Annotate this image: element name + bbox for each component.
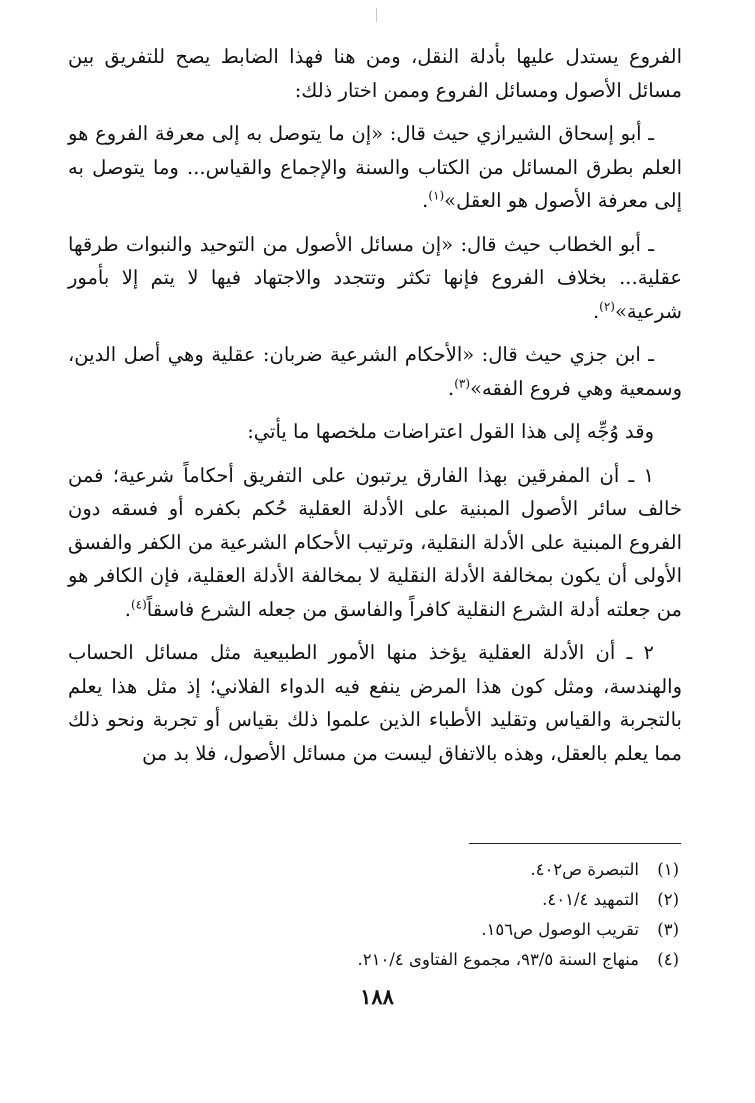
footnote-text: التبصرة ص٤٠٢. [530, 860, 639, 879]
objection-2: ٢ ـ أن الأدلة العقلية يؤخذ منها الأمور الطبيعية مثل مسائل الحساب والهندسة، ومثل كون هذا المرض ينفع فيه الدواء الفلاني؛ إذ مثل هذا يعلم بالتجربة والقياس وتقليد الأطباء الذين علموا ذلك بقياس أو تجربة ونحو ذلك مما يعلم بالعقل، وهذه بالاتفاق ليست من مسائل الأصول، فلا بد من [68, 641, 682, 765]
footnote-ref-3: (٣) [454, 376, 471, 390]
footnote-ref-2: (٢) [599, 299, 615, 313]
footnote-2 [79, 885, 679, 915]
footnotes [79, 855, 679, 975]
quote-ibn-juzay: ـ ابن جزي حيث قال: «الأحكام الشرعية ضربان: عقلية وهي أصل الدين، وسمعية وهي فروع الفقه»$^{(٣)}$. [68, 343, 682, 400]
footnote-separator [469, 843, 681, 844]
footnote-number: (٣) [657, 920, 679, 939]
footnote-number: (٢) [657, 890, 679, 909]
footnote-number: (١) [657, 860, 679, 879]
footnote-4 [79, 945, 679, 975]
quote-shirazi: ـ أبو إسحاق الشيرازي حيث قال: «إن ما يتوصل به إلى معرفة الفروع هو العلم بطرق المسائل من الكتاب والسنة والإجماع والقياس... وما يتوصل به إلى معرفة الأصول هو العقل»$^{(١)}$. [68, 122, 682, 212]
page-number: ١٨٨ [360, 984, 394, 1009]
footnote-text: التمهيد ٤٠١/٤. [542, 890, 639, 909]
footnote-3 [79, 915, 679, 945]
footnote-ref-4: (٤) [130, 597, 147, 611]
paragraph-intro: الفروع يستدل عليها بأدلة النقل، ومن هنا فهذا الضابط يصح للتفريق بين مسائل الأصول ومسائل الفروع وممن اختار ذلك: [68, 45, 682, 102]
objection-1: ١ ـ أن المفرقين بهذا الفارق يرتبون على التفريق أحكاماً شرعية؛ فمن خالف سائر الأصول المبنية على الأدلة العقلية حُكم بكفره أو فسقه دون الفروع المبنية على الأدلة النقلية، وترتيب الأحكام الشرعية من الكفر والفسق الأولى أن يكون بمخالفة الأدلة النقلية لا بمخالفة الأدلة العقلية، فإن الكافر هو من جعلته أدلة الشرع النقلية كافراً والفاسق من جعله الشرع فاسقاً$^{(٤)}$. [68, 463, 682, 621]
footnote-number: (٤) [657, 950, 679, 969]
objections-intro: وقد وُجِّه إلى هذا القول اعتراضات ملخصها ما يأتي: [247, 420, 654, 443]
quote-abu-alkhattab: ـ أبو الخطاب حيث قال: «إن مسائل الأصول من التوحيد والنبوات طرقها عقلية... بخلاف الفروع فإنها تكثر وتتجدد والاجتهاد فيها لا يتم إلا بأمور شرعية»$^{(٢)}$. [68, 232, 682, 323]
footnote-ref-1: (١) [428, 188, 445, 203]
page-top-mark [376, 8, 377, 22]
main-text [68, 40, 682, 770]
footnote-text: منهاج السنة ٩٣/٥، مجموع الفتاوى ٢١٠/٤. [357, 950, 639, 969]
footnote-text: تقريب الوصول ص١٥٦. [481, 920, 639, 939]
footnote-1 [79, 855, 679, 885]
